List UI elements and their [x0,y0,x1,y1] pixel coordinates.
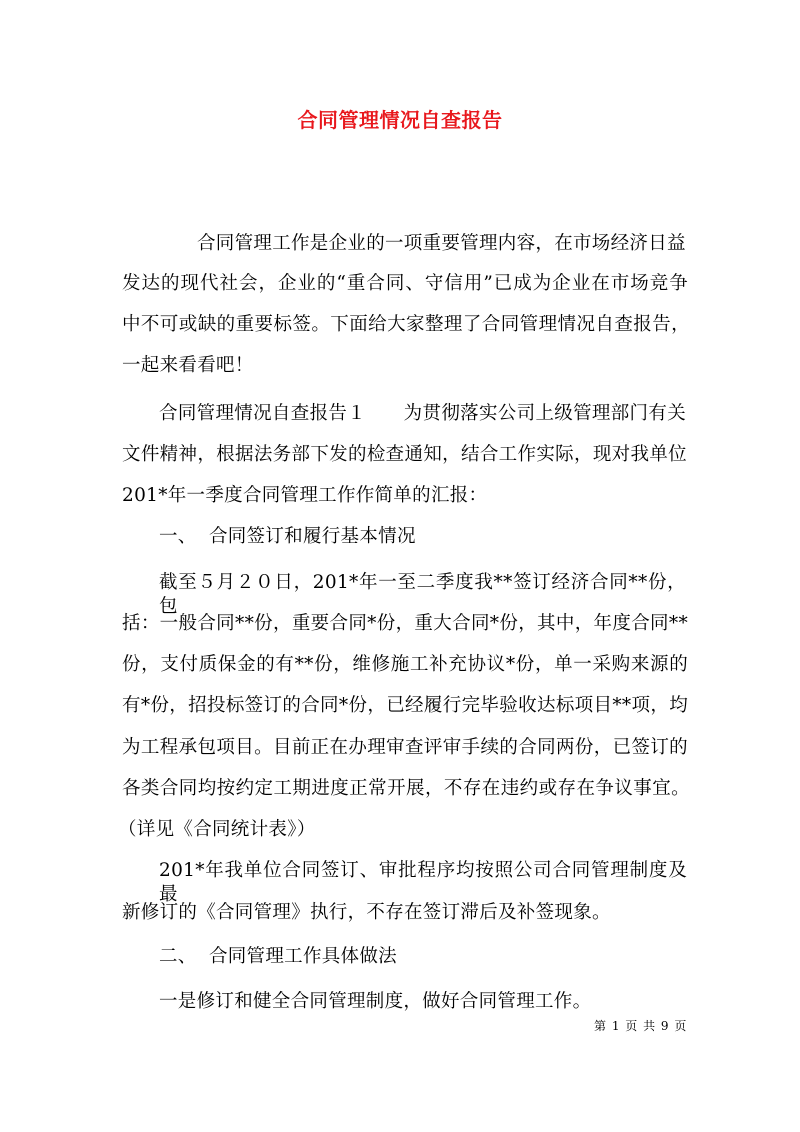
paragraph-line: 新修订的《合同管理》执行，不存在签订滞后及补签现象。 [122,902,611,923]
paragraph-line: 201*年我单位合同签订、审批程序均按照公司合同管理制度及最 [159,860,687,905]
document-title: 合同管理情况自查报告 [297,108,503,132]
paragraph-line: 201*年一季度合同管理工作作简单的汇报： [122,485,488,506]
paragraph-line: 一是修订和健全合同管理制度，做好合同管理工作。 [159,991,592,1012]
paragraph-line: 文件精神，根据法务部下发的检查通知，结合工作实际，现对我单位 [122,444,687,465]
section-heading: 二、 合同管理工作具体做法 [159,946,397,967]
paragraph-line: 合同管理情况自查报告１ 为贯彻落实公司上级管理部门有关 [159,403,686,424]
paragraph-line: 括：一般合同**份，重要合同*份，重大合同*份，其中，年度合同** [122,613,688,634]
paragraph-line: 份，支付质保金的有**份，维修施工补充协议*份，单一采购来源的 [122,654,688,675]
section-heading: 一、 合同签订和履行基本情况 [159,526,416,547]
paragraph-line: 各类合同均按约定工期进度正常开展，不存在违约或存在争议事宜。 [122,778,690,799]
paragraph-line: 合同管理工作是企业的一项重要管理内容，在市场经济日益 [197,233,686,254]
paragraph-line: 截至５月２０日，201*年一至二季度我**签订经济合同**份，包 [159,572,686,617]
paragraph-line: 为工程承包项目。目前正在办理审查评审手续的合同两份，已签订的 [122,737,688,758]
paragraph-line: （详见《合同统计表》） [118,819,316,840]
paragraph-line: 发达的现代社会，企业的“重合同、守信用”已成为企业在市场竞争 [122,273,688,294]
paragraph-line: 一起来看看吧！ [122,355,254,376]
page-number: 第 1 页 共 9 页 [594,1019,688,1033]
paragraph-line: 有*份，招投标签订的合同*份，已经履行完毕验收达标项目**项，均 [122,695,688,716]
paragraph-line: 中不可或缺的重要标签。下面给大家整理了合同管理情况自查报告， [122,314,690,335]
